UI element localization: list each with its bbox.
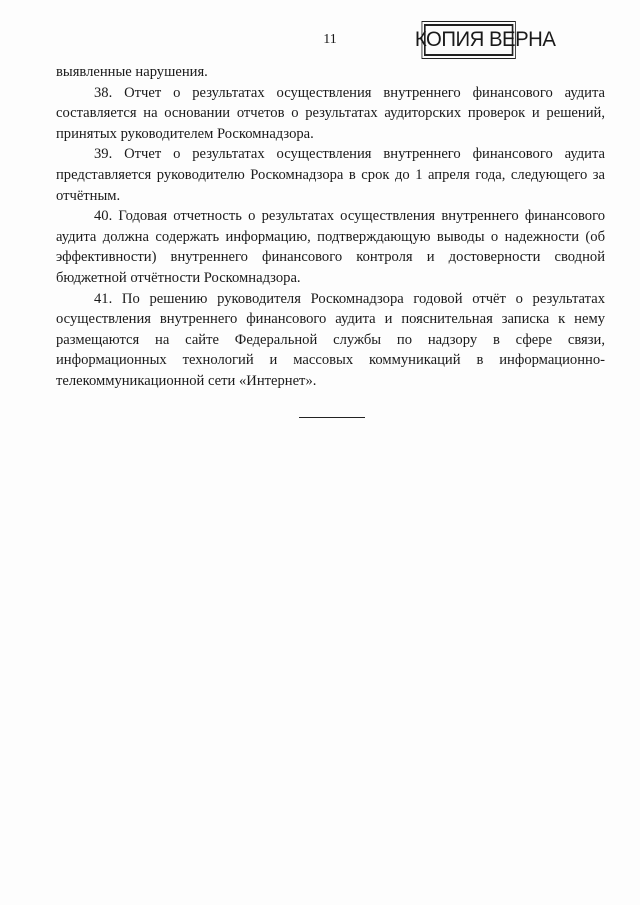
- paragraph-39: 39. Отчет о результатах осуществления внутреннего финансового аудита представляется руководителю Роскомнадзора в срок до 1 апреля года, следующего за отчётным.: [56, 146, 605, 204]
- copy-certified-stamp: [414, 24, 556, 56]
- paragraph-continuation: выявленные нарушения.: [56, 64, 208, 80]
- page-number: 11: [323, 32, 337, 47]
- end-of-document-rule: [299, 417, 365, 418]
- paragraph-40: 40. Годовая отчетность о результатах осуществления внутреннего финансового аудита должна содержать информацию, подтверждающую выводы о надежности (об эффективности) внутреннего финансового контроля и достоверности сводной бюджетной отчётности Роскомнадзора.: [56, 208, 605, 286]
- document-body: [56, 62, 605, 392]
- stamp-text: КОПИЯ ВЕРНА: [414, 28, 556, 51]
- paragraph-41: 41. По решению руководителя Роскомнадзора годовой отчёт о результатах осуществления внутреннего финансового аудита и пояснительная записка к нему размещаются на сайте Федеральной службы по надзору в сфере связи, информационных технологий и массовых коммуникаций в информационно-телекоммуникационной сети «Интернет».: [56, 290, 605, 389]
- paragraph-38: 38. Отчет о результатах осуществления внутреннего финансового аудита составляется на основании отчетов о результатах аудиторских проверок и решений, принятых руководителем Роскомнадзора.: [56, 84, 605, 142]
